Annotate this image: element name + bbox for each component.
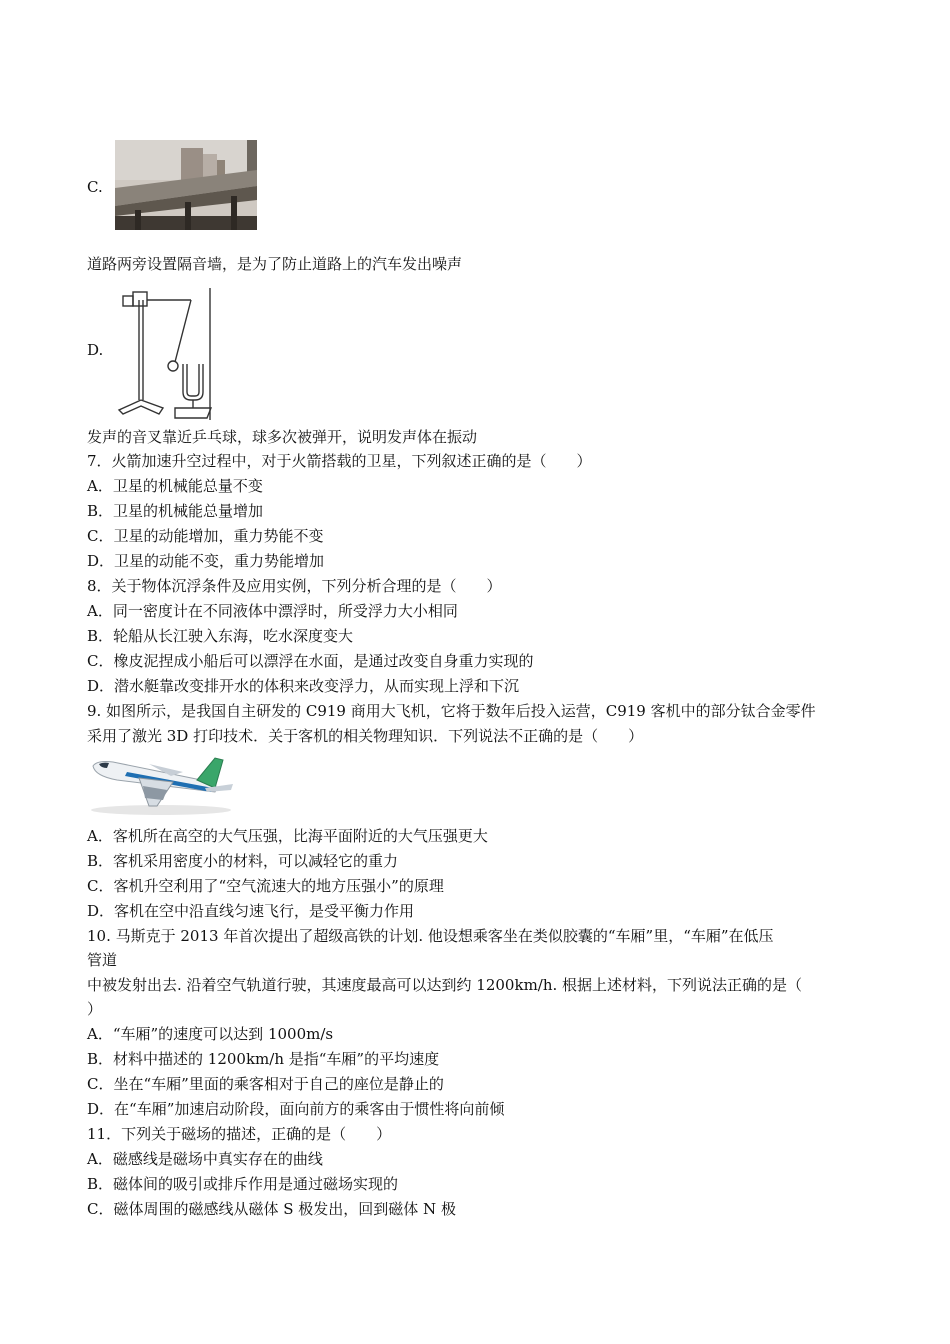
q8-option-d: D．潜水艇靠改变排开水的体积来改变浮力，从而实现上浮和下沉 — [87, 677, 520, 695]
option-d-label: D. — [87, 341, 104, 359]
q7-option-b: B．卫星的机械能总量增加 — [87, 502, 264, 520]
q11-option-b: B．磁体间的吸引或排斥作用是通过磁场实现的 — [87, 1175, 399, 1193]
q7-option-a: A．卫星的机械能总量不变 — [87, 477, 263, 495]
q9-option-a: A．客机所在高空的大气压强，比海平面附近的大气压强更大 — [87, 827, 488, 845]
q8-option-a: A．同一密度计在不同液体中漂浮时，所受浮力大小相同 — [87, 602, 458, 620]
option-d-caption: 发声的音叉靠近乒乓球，球多次被弹开，说明发声体在振动 — [87, 428, 478, 446]
q10-option-d: D．在“车厢”加速启动阶段，面向前方的乘客由于惯性将向前倾 — [87, 1100, 505, 1118]
sound-barrier-photo — [115, 140, 257, 230]
q7-option-c: C．卫星的动能增加，重力势能不变 — [87, 527, 324, 545]
q7-stem: 7．火箭加速升空过程中，对于火箭搭载的卫星，下列叙述正确的是（ ） — [87, 452, 592, 470]
q11-stem: 11．下列关于磁场的描述，正确的是（ ） — [87, 1125, 392, 1143]
q11-option-c: C．磁体周围的磁感线从磁体 S 极发出，回到磁体 N 极 — [87, 1200, 456, 1218]
q10-stem-line2: 管道 — [87, 951, 118, 969]
q10-option-c: C．坐在“车厢”里面的乘客相对于自己的座位是静止的 — [87, 1075, 444, 1093]
q9-stem-line1: 9. 如图所示，是我国自主研发的 C919 商用大飞机，它将于数年后投入运营，C919 客机中的部分钛合金零件 — [87, 702, 816, 720]
q10-stem-line4: ） — [87, 1000, 103, 1018]
q8-stem: 8．关于物体沉浮条件及应用实例，下列分析合理的是（ ） — [87, 577, 502, 595]
q10-option-b: B．材料中描述的 1200km/h 是指“车厢”的平均速度 — [87, 1050, 440, 1068]
c919-airplane-photo — [87, 752, 235, 816]
q8-option-b: B．轮船从长江驶入东海，吃水深度变大 — [87, 627, 354, 645]
q8-option-c: C．橡皮泥捏成小船后可以漂浮在水面，是通过改变自身重力实现的 — [87, 652, 534, 670]
q11-option-a: A．磁感线是磁场中真实存在的曲线 — [87, 1150, 323, 1168]
option-c-caption: 道路两旁设置隔音墙，是为了防止道路上的汽车发出噪声 — [87, 255, 463, 273]
q7-option-d: D．卫星的动能不变，重力势能增加 — [87, 552, 325, 570]
q9-option-c: C．客机升空利用了“空气流速大的地方压强小”的原理 — [87, 877, 444, 895]
option-c-label: C. — [87, 178, 103, 196]
q10-stem-line1: 10. 马斯克于 2013 年首次提出了超级高铁的计划. 他设想乘客坐在类似胶囊的“车厢”里，“车厢”在低压 — [87, 927, 774, 945]
q9-option-b: B．客机采用密度小的材料，可以减轻它的重力 — [87, 852, 399, 870]
q9-option-d: D．客机在空中沿直线匀速飞行，是受平衡力作用 — [87, 902, 415, 920]
tuning-fork-diagram — [113, 288, 213, 420]
q10-stem-line3: 中被发射出去. 沿着空气轨道行驶，其速度最高可以达到约 1200km/h. 根据上述材料，下列说法正确的是（ — [87, 976, 803, 994]
q10-option-a: A．“车厢”的速度可以达到 1000m/s — [87, 1025, 334, 1043]
q9-stem-line2: 采用了激光 3D 打印技术．关于客机的相关物理知识．下列说法不正确的是（ ） — [87, 727, 644, 745]
